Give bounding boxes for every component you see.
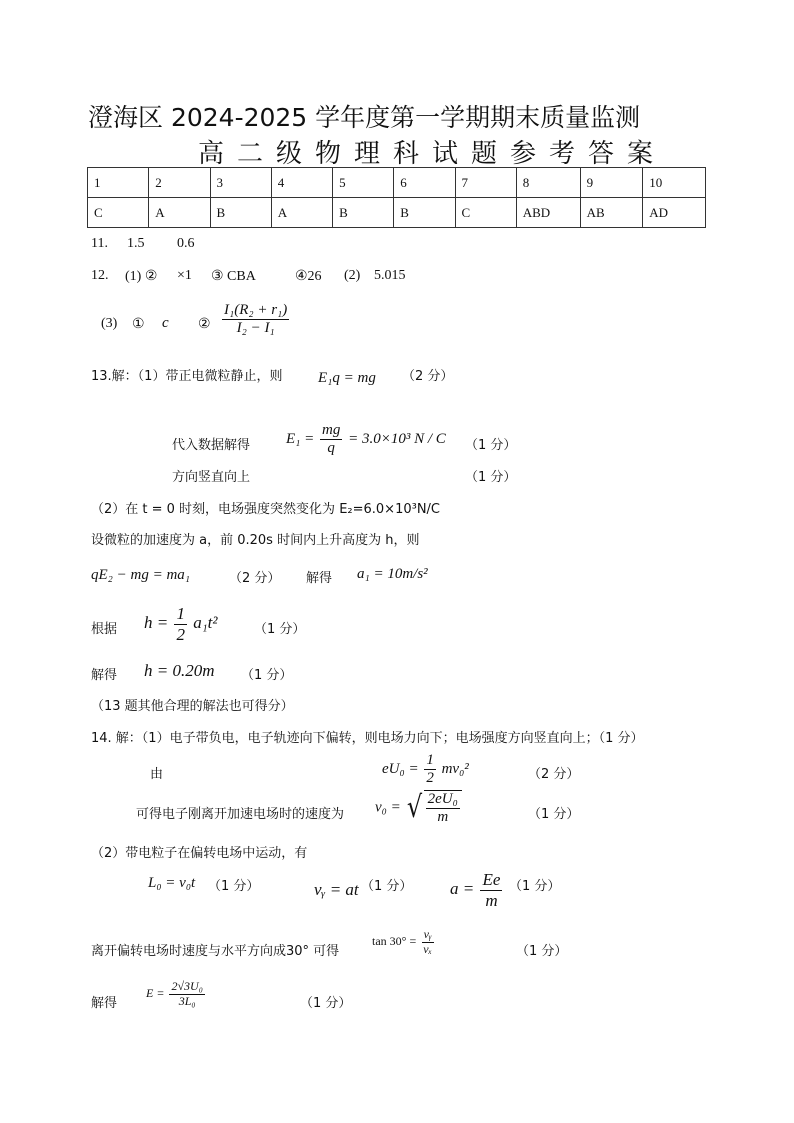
q14-eq-speed [375, 790, 462, 827]
q14-eq-length: L₀ = v₀t [148, 875, 196, 891]
q12-part1-step3: ③ CBA [211, 269, 256, 284]
question-number: 3 [210, 168, 271, 198]
q14-eq-field [146, 980, 207, 1009]
q14-eq-speed-lhs: v₀ = [375, 799, 401, 816]
q11-answer-2: 0.6 [177, 236, 195, 251]
q14-eq-tan [372, 928, 436, 957]
q14-eq-tan-lhs: tan 30° = [372, 934, 417, 949]
q14-angle-label: 离开偏转电场时速度与水平方向成30° 可得 [91, 944, 340, 959]
q13-intro: 13.解：（1）带正电微粒静止，则 [91, 369, 283, 384]
sqrt-icon: √ [406, 790, 422, 826]
q13-eq-field-numerator: mg [320, 422, 342, 440]
q12-part3-step1: ① [132, 317, 145, 332]
document-subtitle: 高二级物理科试题参考答案 [198, 139, 667, 169]
q13-eq-newton: qE₂ − mg = ma₁ [91, 567, 191, 583]
q13-score-6: （1 分） [241, 668, 293, 683]
answer-table [87, 167, 706, 228]
answer-cell: C [88, 198, 149, 228]
q13-score-5: （1 分） [254, 622, 306, 637]
q14-score-6: （1 分） [516, 944, 568, 959]
q13-eq-height-numerator: 1 [176, 604, 185, 623]
q14-eq-tan-numerator: vᵧ [423, 927, 432, 941]
q12-part2-label: (2) [344, 268, 361, 283]
question-number: 4 [271, 168, 332, 198]
q13-eq-height-rhs: a₁t² [193, 612, 218, 632]
q13-score-2: （1 分） [465, 438, 517, 453]
question-number: 1 [88, 168, 149, 198]
q13-eq-field-denominator: q [327, 440, 335, 457]
q14-solve-label: 解得 [91, 996, 118, 1011]
q12-formula [220, 302, 291, 338]
question-number: 9 [580, 168, 643, 198]
q12-formula-denominator: I₂ − I₁ [236, 320, 275, 337]
answer-cell: AD [643, 198, 706, 228]
q14-score-5: （1 分） [509, 879, 561, 894]
answer-cell: B [210, 198, 271, 228]
answer-cell: AB [580, 198, 643, 228]
q13-eq-height [144, 604, 217, 644]
q13-basis-label: 根据 [91, 622, 118, 637]
q13-eq-equilibrium: E₁q = mg [318, 370, 376, 386]
q13-score-3: （1 分） [465, 470, 517, 485]
question-number: 10 [643, 168, 706, 198]
q13-substitute-label: 代入数据解得 [172, 438, 251, 453]
q12-label: 12. [91, 268, 109, 283]
question-number: 6 [394, 168, 455, 198]
q14-score-1: （2 分） [528, 767, 580, 782]
q12-part2-value: 5.015 [374, 268, 406, 283]
q14-score-2: （1 分） [528, 807, 580, 822]
q14-eq-energy-numerator: 1 [424, 752, 436, 770]
q14-eq-field-numerator: 2√3U₀ [171, 979, 203, 993]
q13-score-1: （2 分） [402, 369, 454, 384]
q12-part3-label: (3) [101, 316, 118, 331]
q14-eq-accel-numerator: Ee [482, 870, 501, 889]
question-number: 8 [516, 168, 580, 198]
q13-score-4: （2 分） [229, 571, 281, 586]
q12-part1-step2-value: ×1 [177, 268, 192, 283]
q13-solve-label: 解得 [306, 571, 333, 586]
q13-eq-acceleration: a₁ = 10m/s² [357, 566, 428, 582]
q14-eq-speed-numerator: 2eU₀ [426, 791, 460, 809]
q14-intro: 14. 解：（1）电子带负电，电子轨迹向下偏转，则电场力向下；电场强度方向竖直向上；（1 分） [91, 731, 644, 746]
q12-formula-numerator: I₁(R₂ + r₁) [222, 302, 289, 320]
answer-row [88, 198, 706, 228]
q14-score-3: （1 分） [208, 879, 260, 894]
q14-eq-speed-denominator: m [437, 809, 449, 826]
question-number-row [88, 168, 706, 198]
q13-eq-field-rhs: = 3.0×10³ N / C [348, 431, 446, 448]
q14-eq-vy: vᵧ = at [314, 880, 359, 899]
q14-eq-accel [450, 870, 504, 910]
question-number: 7 [455, 168, 516, 198]
document-title: 澄海区 2024-2025 学年度第一学期期末质量监测 [88, 103, 641, 132]
q14-eq-tan-denominator: vₓ [423, 941, 432, 956]
question-number: 5 [333, 168, 394, 198]
q12-part3-step1-value: c [162, 315, 169, 331]
answer-cell: ABD [516, 198, 580, 228]
q14-part2-intro: （2）带电粒子在偏转电场中运动，有 [91, 846, 308, 861]
q14-eq-energy-rhs: mv₀² [441, 761, 469, 778]
q14-eq-accel-lhs: a = [450, 878, 475, 898]
q12-part3-step2: ② [198, 317, 211, 332]
q14-eq-field-denominator: 3L₀ [178, 993, 196, 1008]
q13-solve-label-2: 解得 [91, 668, 118, 683]
question-number: 2 [149, 168, 210, 198]
q13-note: （13 题其他合理的解法也可得分） [91, 699, 294, 714]
q11-answer-1: 1.5 [127, 236, 145, 251]
answer-cell: B [394, 198, 455, 228]
q12-part1-step4: ④26 [295, 269, 322, 284]
q14-by-label: 由 [150, 767, 164, 782]
q13-eq-height-lhs: h = [144, 612, 169, 632]
q14-eq-accel-denominator: m [485, 890, 498, 910]
q13-assumption: 设微粒的加速度为 a，前 0.20s 时间内上升高度为 h，则 [91, 533, 420, 548]
q14-eq-energy-denominator: 2 [426, 770, 434, 787]
q14-eq-energy-lhs: eU₀ = [382, 761, 419, 778]
answer-cell: A [149, 198, 210, 228]
q13-eq-height-result: h = 0.20m [144, 661, 215, 680]
answer-cell: C [455, 198, 516, 228]
q11-label: 11. [91, 236, 108, 251]
answer-cell: A [271, 198, 332, 228]
q13-eq-height-denominator: 2 [176, 624, 185, 644]
q12-part1-step2: (1) ② [125, 269, 158, 284]
q13-direction: 方向竖直向上 [172, 470, 251, 485]
q13-eq-field [286, 422, 446, 458]
q13-part2-intro: （2）在 t = 0 时刻，电场强度突然变化为 E₂=6.0×10³N/C [91, 502, 441, 517]
q14-speed-label: 可得电子刚离开加速电场时的速度为 [136, 807, 345, 822]
answer-cell: B [333, 198, 394, 228]
q14-eq-energy [382, 752, 469, 788]
q14-score-4: （1 分） [361, 879, 413, 894]
q14-eq-field-lhs: E = [146, 986, 165, 1001]
q13-eq-field-lhs: E₁ = [286, 431, 315, 448]
q14-score-7: （1 分） [300, 996, 352, 1011]
